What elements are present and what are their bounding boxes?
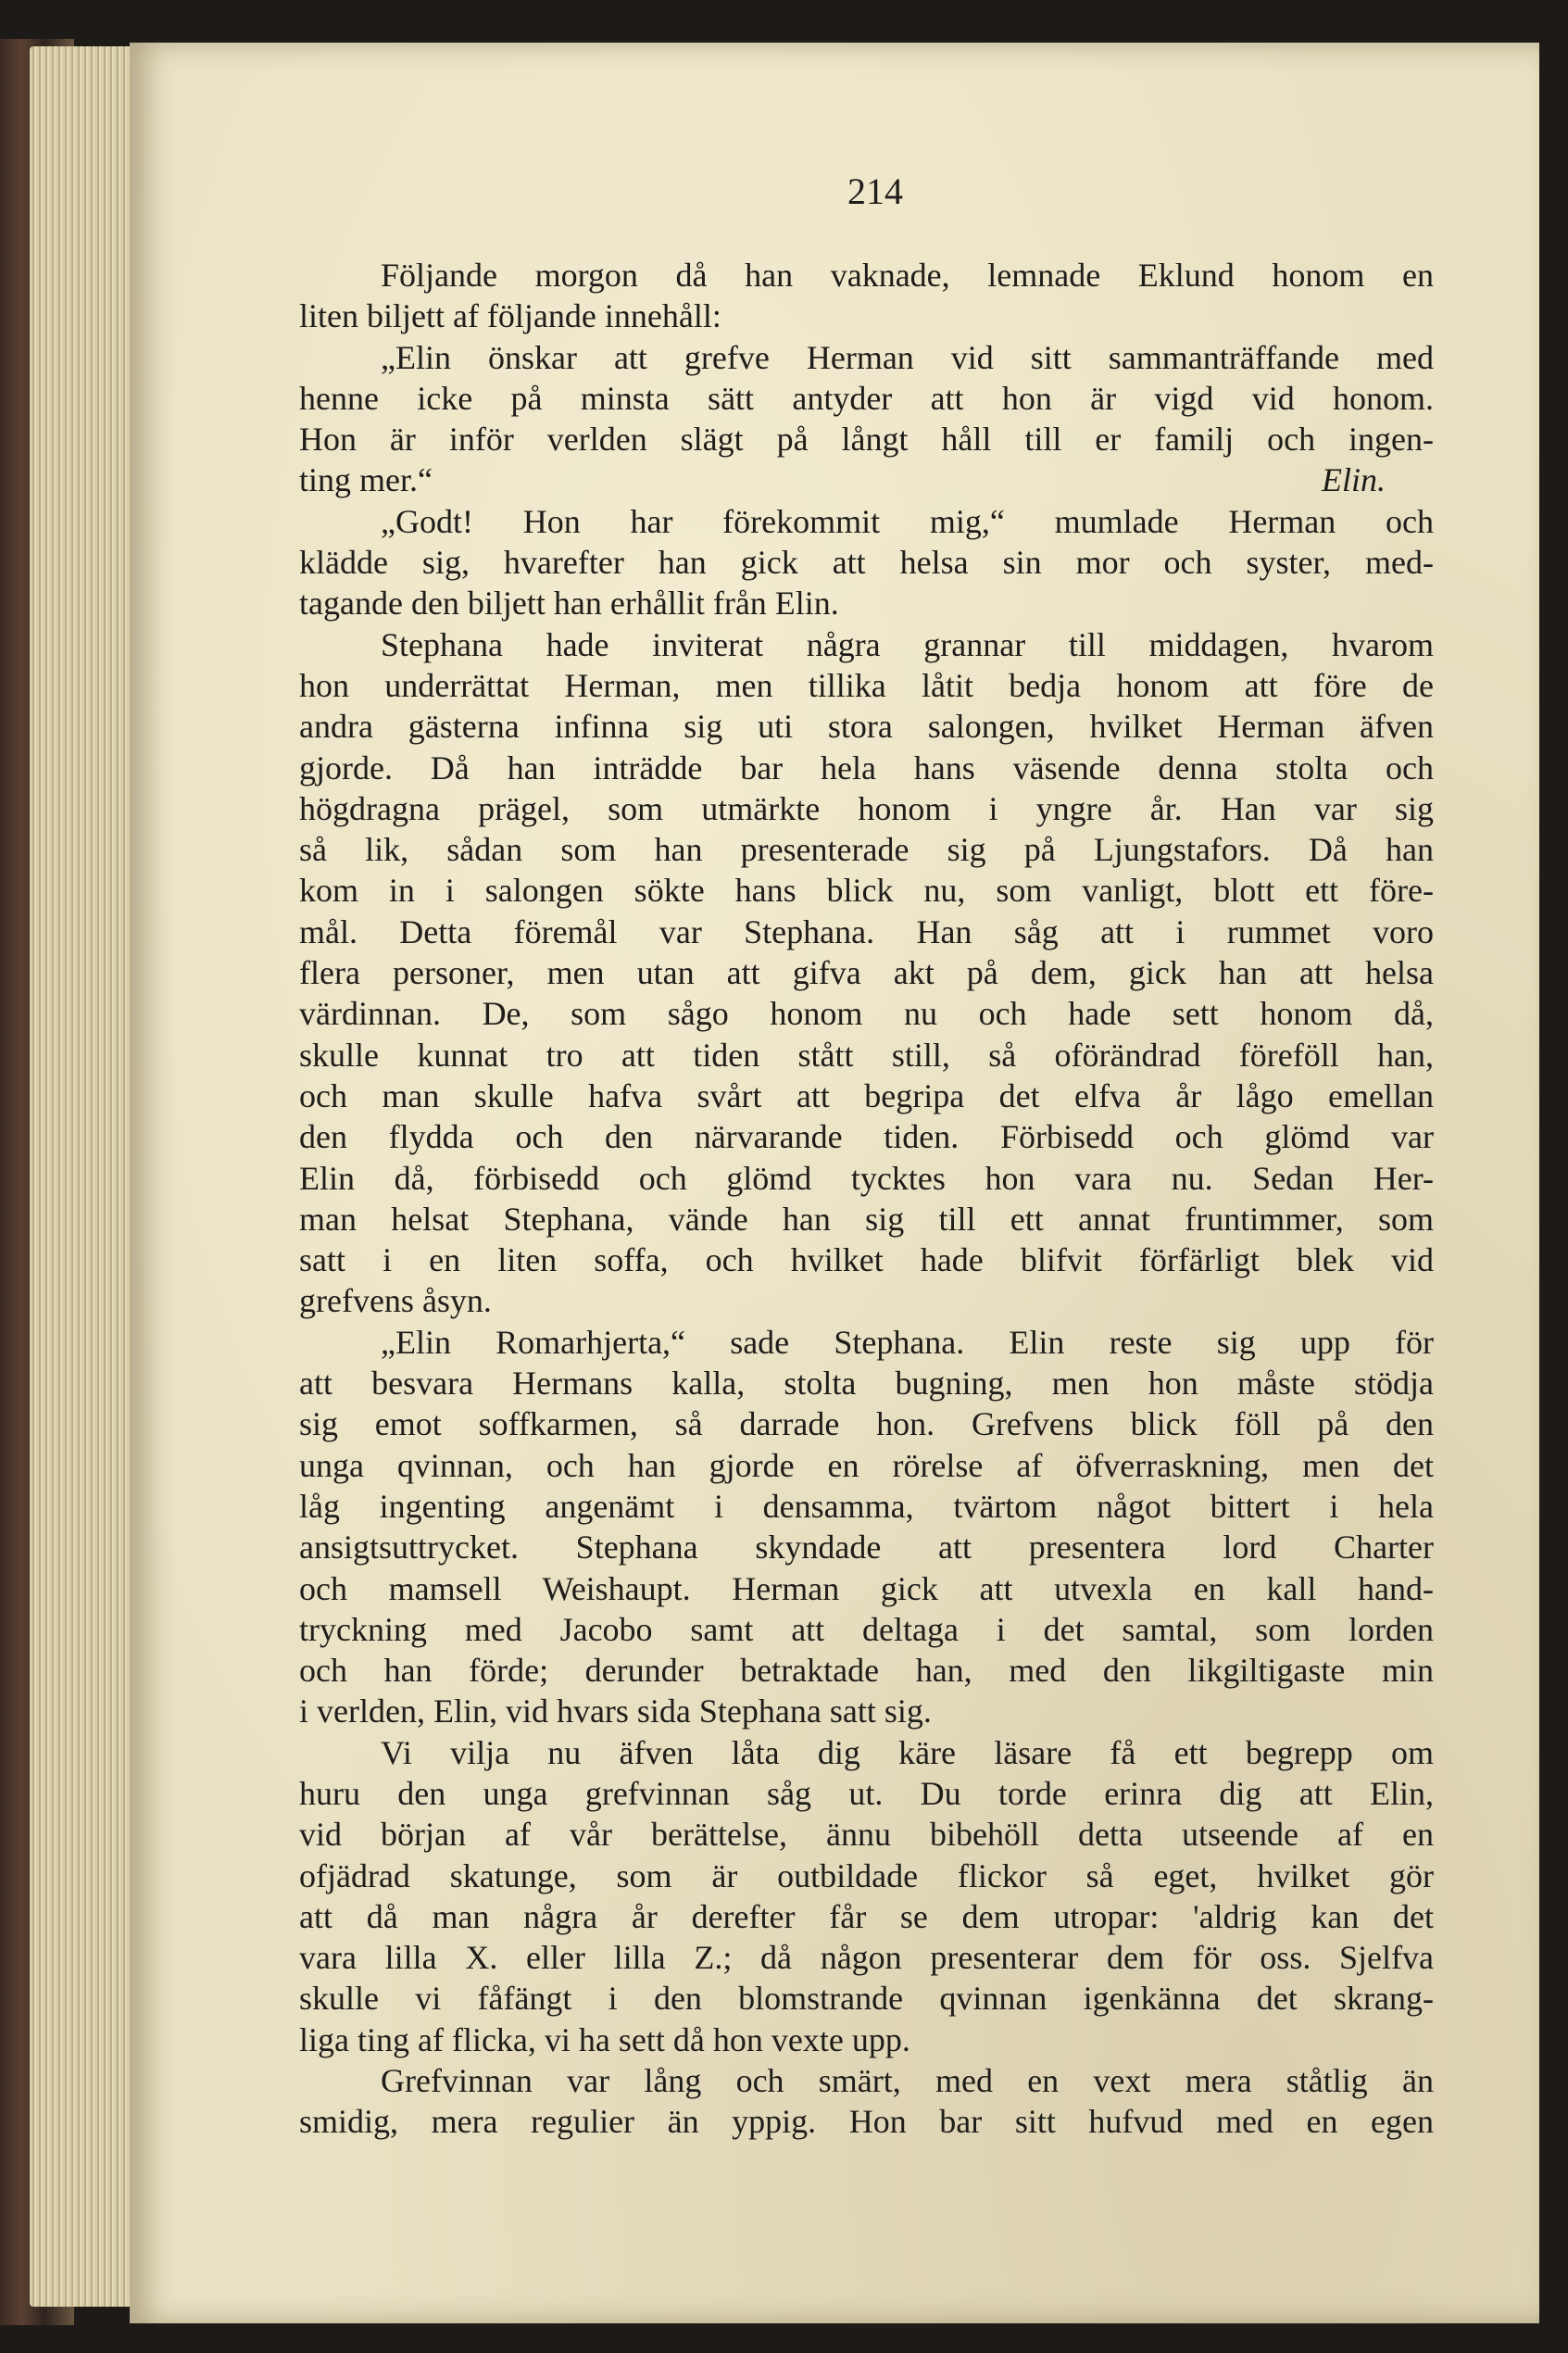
text-line: och man skulle hafva svårt att begripa det elfva år lågo emellan [299,1076,1434,1114]
text-line: henne icke på minsta sätt antyder att hon är vigd vid honom. [299,379,1434,417]
text-line: liga ting af flicka, vi ha sett då hon vexte upp. [299,2020,910,2058]
text-line: och han förde; derunder betraktade han, med den likgiltigaste min [299,1652,1434,1690]
text-line: grefvens åsyn. [299,1282,492,1320]
text-line: att då man några år derefter får se dem utropar: 'aldrig kan det [299,1897,1434,1935]
text-line: „Elin Romarhjerta,“ sade Stephana. Elin reste sig upp för [381,1323,1434,1361]
text-line: i verlden, Elin, vid hvars sida Stephana satt sig. [299,1692,932,1730]
text-line: satt i en liten soffa, och hvilket hade blifvit förfärligt blek vid [299,1241,1434,1279]
text-line: man helsat Stephana, vände han sig till ett annat fruntimmer, som [299,1200,1434,1238]
text-line: vara lilla X. eller lilla Z.; då någon presenterar dem för oss. Sjelfva [299,1939,1434,1977]
text-line: „Elin önskar att grefve Herman vid sitt sammanträffande med [381,338,1434,376]
text-line: högdragna prägel, som utmärkte honom i yngre år. Han var sig [299,789,1434,827]
text-line: Hon är inför verlden slägt på långt håll till er familj och ingen- [299,421,1434,459]
text-line: ofjädrad skatunge, som är outbildade flickor så eget, hvilket gör [299,1856,1434,1894]
text-line: så lik, sådan som han presenterade sig på Ljungstafors. Då han [299,831,1434,869]
text-line: den flydda och den närvarande tiden. Förbisedd och glömd var [299,1118,1434,1156]
signature: Elin. [1322,461,1386,499]
text-line: Stephana hade inviterat några grannar till middagen, hvarom [381,625,1434,663]
text-line: mål. Detta föremål var Stephana. Han såg att i rummet voro [299,912,1434,950]
text-line-with-signature [299,459,1434,500]
text-line: Grefvinnan var lång och smärt, med en vext mera ståtlig än [381,2062,1434,2100]
text-line: Följande morgon då han vaknade, lemnade Eklund honom en [381,257,1434,294]
text-line: vid början af vår berättelse, ännu bibehöll detta utseende af en [299,1816,1434,1854]
text-line: flera personer, men utan att gifva akt på dem, gick han att helsa [299,954,1434,992]
text-line: Elin då, förbisedd och glömd tycktes hon vara nu. Sedan Her- [299,1159,1434,1197]
text-line: „Godt! Hon har förekommit mig,“ mumlade Herman och [381,502,1434,540]
text-line: liten biljett af följande innehåll: [299,297,721,335]
text-line: huru den unga grefvinnan såg ut. Du torde erinra dig att Elin, [299,1774,1434,1812]
text-line: sig emot soffkarmen, så darrade hon. Grefvens blick föll på den [299,1405,1434,1443]
text-line: kom in i salongen sökte hans blick nu, som vanligt, blott ett före- [299,872,1434,910]
text-line: och mamsell Weishaupt. Herman gick att utvexla en kall hand- [299,1569,1434,1607]
text-line: låg ingenting angenämt i densamma, tvärtom något bittert i hela [299,1487,1434,1525]
text-line: smidig, mera regulier än yppig. Hon bar sitt hufvud med en egen [299,2103,1434,2141]
text-line: ting mer.“ [299,461,433,499]
text-line: tryckning med Jacobo samt att deltaga i det samtal, som lorden [299,1610,1434,1648]
text-line: Vi vilja nu äfven låta dig käre läsare få ett begrepp om [381,1733,1434,1771]
text-line: ansigtsuttrycket. Stephana skyndade att presentera lord Charter [299,1529,1434,1567]
text-line: unga qvinnan, och han gjorde en rörelse af öfverraskning, men det [299,1446,1434,1484]
text-line: skulle vi fåfängt i den blomstrande qvinnan igenkänna det skrang- [299,1980,1434,2018]
text-line: skulle kunnat tro att tiden stått still, så oförändrad föreföll han, [299,1036,1434,1074]
text-line: tagande den biljett han erhållit från Elin. [299,585,839,623]
body-text [299,255,1434,2143]
page-stack-edge [30,46,141,2307]
page-number: 214 [847,170,903,212]
text-line: hon underrättat Herman, men tillika låtit bedja honom att före de [299,666,1434,704]
text-line: gjorde. Då han inträdde bar hela hans väsende denna stolta och [299,749,1434,786]
text-line: klädde sig, hvarefter han gick att helsa sin mor och syster, med- [299,544,1434,582]
text-line: värdinnan. De, som sågo honom nu och hade sett honom då, [299,995,1434,1033]
text-line: att besvara Hermans kalla, stolta bugning, men hon måste stödja [299,1365,1434,1403]
text-line: andra gästerna infinna sig uti stora salongen, hvilket Herman äfven [299,708,1434,746]
